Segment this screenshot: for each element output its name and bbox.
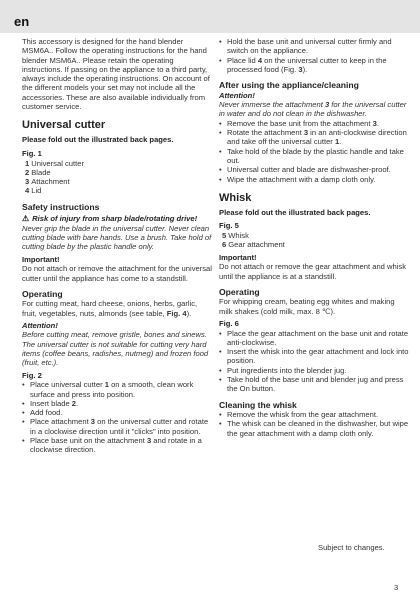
fig5-label: Fig. 5 [219, 221, 239, 231]
warning-text: Risk of injury from sharp blade/rotating drive! [32, 214, 198, 224]
language-header-bar [0, 0, 420, 33]
intro-paragraph: This accessory is designed for the hand blender MSM6A.. Follow the operating instructions for the hand blender MSM6A.. Please retain the operating instructions. If passing on the appliance to a third party, always include the operating instructions. On account of the different models your set may not include all the accessories. These are also available individually from customer service. [22, 37, 210, 112]
cutter-parts-list [22, 159, 212, 196]
cleaning-steps-list [219, 119, 409, 184]
list-item: • Hold the base unit and universal cutter firmly and switch on the appliance. [219, 37, 409, 56]
list-item: • Place lid 4 on the universal cutter to keep in the processed food (Fig. 3). [219, 56, 409, 75]
part-item: 5 Whisk [222, 231, 249, 241]
list-item: • Remove the whisk from the gear attachment. [219, 410, 409, 419]
language-code: en [14, 14, 30, 29]
whisk-parts-list [219, 231, 409, 250]
part-item: 1 Universal cutter [25, 158, 84, 168]
attention-label: Attention! [219, 90, 255, 100]
attention-text: Before cutting meat, remove gristle, bones and sinews. The universal cutter is not suitable for cutting very hard items (coffee beans, radishes, nutmeg) and frozen food (fruit, etc.). [22, 330, 209, 368]
fig6-label: Fig. 6 [219, 318, 239, 328]
whisk-operating-heading: Operating [219, 286, 260, 297]
continued-steps-list [219, 37, 409, 74]
operating-heading: Operating [22, 288, 63, 299]
cleaning-whisk-list [219, 410, 409, 438]
part-item: 2 Blade [25, 167, 51, 177]
warning-body: Never grip the blade in the universal cutter. Never clean cutting blade with bare hands. Use a brush. Take hold of cutting blade by the plastic handle only. [22, 223, 212, 252]
right-column [219, 37, 409, 438]
operating-text: For cutting meat, hard cheese, onions, herbs, garlic, fruit, vegetables, nuts, almonds (see table, Fig. 4). [22, 299, 198, 318]
cleaning-whisk-heading: Cleaning the whisk [219, 399, 297, 410]
list-item: • Place universal cutter 1 on a smooth, clean work surface and press into position. [22, 380, 212, 399]
attention-label: Attention! [22, 320, 58, 330]
attention-text: Never immerse the attachment 3 for the universal cutter in water and do not clean in the dishwasher. [219, 100, 407, 119]
page-number: 3 [394, 583, 399, 592]
part-item: 3 Attachment [25, 177, 70, 187]
subject-to-changes: Subject to changes. [318, 543, 385, 552]
universal-cutter-heading: Universal cutter [22, 119, 106, 132]
whisk-heading: Whisk [219, 191, 252, 204]
part-item: 6 Gear attachment [222, 240, 285, 250]
important-label: Important! [22, 254, 60, 264]
whisk-operating-text: For whipping cream, beating egg whites and making milk shakes (cold milk, max. 8 ℃). [219, 297, 395, 316]
important-text: Do not attach or remove the gear attachment and whisk until the appliance is at a standstill. [219, 262, 406, 281]
list-item: • Add food. [22, 408, 212, 417]
part-item: 4 Lid [25, 186, 42, 196]
left-column [22, 37, 212, 455]
whisk-steps-list [219, 329, 409, 394]
fig1-label: Fig. 1 [22, 148, 42, 158]
list-item: • Insert blade 2. [22, 399, 212, 408]
operating-steps-list [22, 380, 212, 454]
list-item: • Take hold of the base unit and blender jug and press the On button. [219, 375, 409, 394]
list-item: • Remove the base unit from the attachment 3. [219, 119, 409, 128]
list-item: • Place the gear attachment on the base unit and rotate anti-clockwise. [219, 329, 409, 348]
fig2-label: Fig. 2 [22, 370, 42, 380]
after-use-heading: After using the appliance/cleaning [219, 80, 359, 91]
fold-out-note: Please fold out the illustrated back pages. [219, 207, 371, 217]
fold-out-note: Please fold out the illustrated back pages. [22, 135, 174, 145]
warning-line [22, 214, 212, 224]
important-text: Do not attach or remove the attachment for the universal cutter until the appliance has come to a standstill. [22, 264, 212, 283]
list-item: • Put ingredients into the blender jug. [219, 366, 409, 375]
list-item: • Insert the whisk into the gear attachment and lock into position. [219, 347, 409, 366]
list-item: • Rotate the attachment 3 in an anti-clockwise direction and take off the universal cutter 1. [219, 128, 409, 147]
list-item: • Universal cutter and blade are dishwasher-proof. [219, 165, 409, 174]
list-item: • The whisk can be cleaned in the dishwasher, but wipe the gear attachment with a damp cloth only. [219, 419, 409, 438]
list-item: • Wipe the attachment with a damp cloth only. [219, 175, 409, 184]
list-item: • Place base unit on the attachment 3 and rotate in a clockwise direction. [22, 436, 212, 455]
warning-triangle-icon: ⚠ [22, 214, 30, 224]
list-item: • Take hold of the blade by the plastic handle and take out. [219, 147, 409, 166]
safety-heading: Safety instructions [22, 201, 100, 212]
list-item: • Place attachment 3 on the universal cutter and rotate in a clockwise direction until it "clicks" into position. [22, 417, 212, 436]
important-label: Important! [219, 252, 257, 262]
